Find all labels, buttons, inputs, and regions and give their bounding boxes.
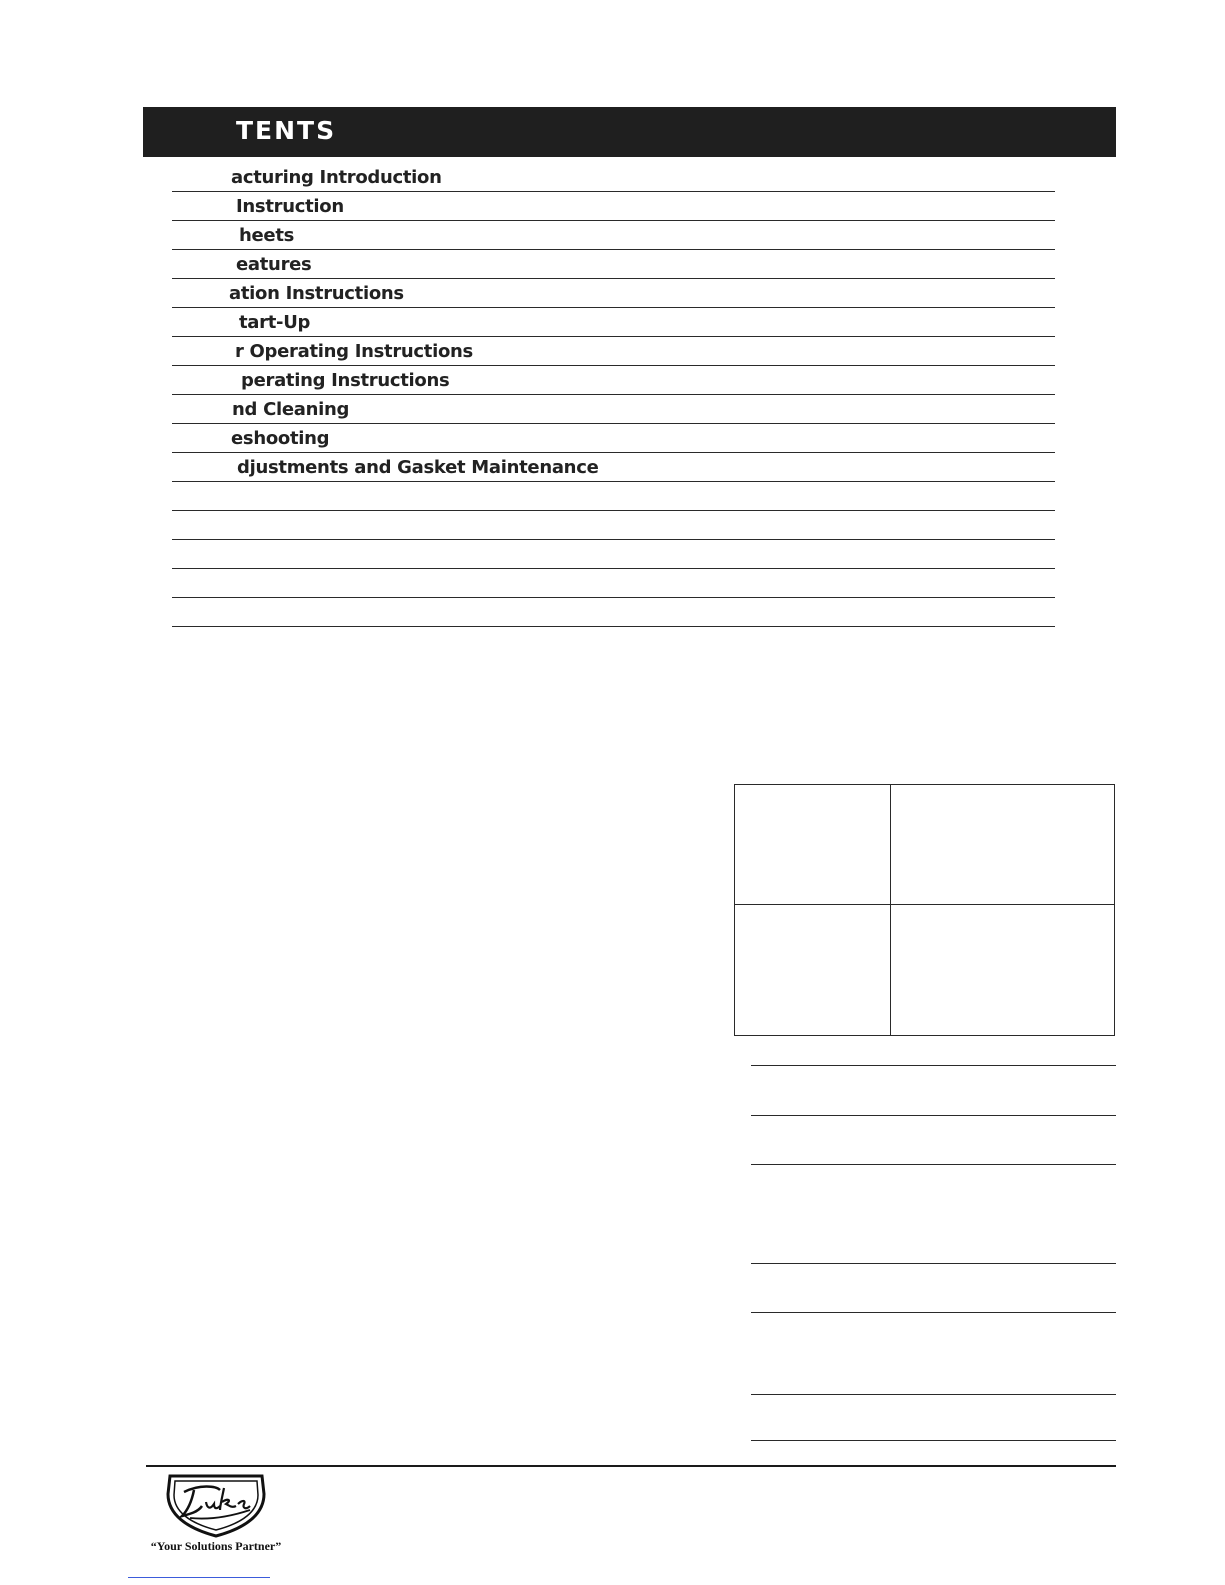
toc-row <box>172 540 1055 569</box>
table-column-divider <box>890 785 891 1035</box>
form-line <box>751 1440 1116 1441</box>
toc-entry-label: eshooting <box>231 428 330 449</box>
toc-row[interactable] <box>172 250 1055 279</box>
toc-row <box>172 511 1055 540</box>
toc-entry-label: acturing Introduction <box>231 167 442 188</box>
form-line <box>751 1394 1116 1395</box>
bottom-link-underline[interactable] <box>128 1577 270 1578</box>
toc-entry-label: r Operating Instructions <box>235 341 473 362</box>
form-line <box>751 1065 1116 1066</box>
toc-row <box>172 598 1055 627</box>
toc-row[interactable] <box>172 424 1055 453</box>
toc-entry-label: perating Instructions <box>241 370 450 391</box>
form-line <box>751 1115 1116 1116</box>
toc-row[interactable] <box>172 453 1055 482</box>
info-box-table <box>734 784 1115 1036</box>
toc-row[interactable] <box>172 395 1055 424</box>
toc-row[interactable] <box>172 163 1055 192</box>
duke-shield-icon <box>150 1470 282 1540</box>
form-line <box>751 1164 1116 1165</box>
toc-row[interactable] <box>172 366 1055 395</box>
toc-row[interactable] <box>172 279 1055 308</box>
toc-row <box>172 482 1055 511</box>
contents-header-bar <box>143 107 1116 157</box>
table-of-contents <box>172 163 1055 627</box>
toc-entry-label: tart-Up <box>239 312 311 333</box>
table-row-divider <box>735 904 1114 905</box>
toc-row[interactable] <box>172 308 1055 337</box>
toc-row <box>172 569 1055 598</box>
toc-entry-label: eatures <box>236 254 312 275</box>
contents-title: TENTS <box>236 116 337 145</box>
toc-entry-label: djustments and Gasket Maintenance <box>237 457 599 478</box>
toc-row[interactable] <box>172 221 1055 250</box>
form-line <box>751 1312 1116 1313</box>
toc-row[interactable] <box>172 192 1055 221</box>
toc-entry-label: nd Cleaning <box>232 399 350 420</box>
logo-tagline: “Your Solutions Partner” <box>150 1539 282 1553</box>
footer-divider <box>146 1465 1116 1467</box>
toc-entry-label: heets <box>239 225 295 246</box>
toc-row[interactable] <box>172 337 1055 366</box>
form-line <box>751 1263 1116 1264</box>
toc-entry-label: ation Instructions <box>229 283 404 304</box>
toc-entry-label: Instruction <box>236 196 344 217</box>
